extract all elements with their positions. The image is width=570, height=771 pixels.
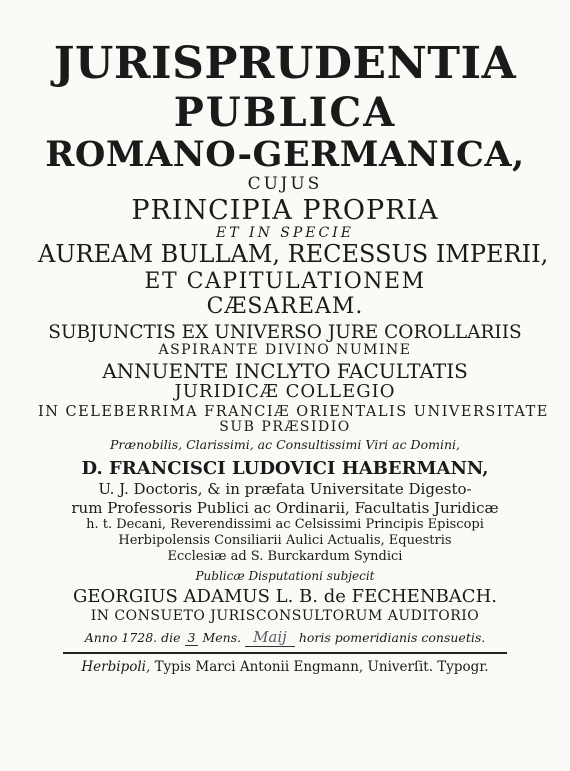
imprint-printer: Typis Marci Antonii Engmann, Univerſit. Typogr.: [154, 658, 489, 675]
title-line-capitulationem: ET CAPITULATIONEM: [144, 269, 426, 295]
title-line-principia-propria: PRINCIPIA PROPRIA: [131, 194, 439, 226]
date-line: [38, 629, 532, 645]
text-line-fechenbach: GEORGIUS ADAMUS L. B. de FECHENBACH.: [73, 585, 497, 607]
text-line-sub-praesidio: SUB PRÆSIDIO: [219, 419, 351, 436]
imprint-divider: [63, 652, 507, 654]
title-line-jurisprudentia: JURISPRUDENTIA: [53, 38, 517, 89]
text-line-subjunctis: SUBJUNCTIS EX UNIVERSO JURE COROLLARIIS: [48, 321, 522, 343]
imprint-place: Herbipoli,: [81, 658, 151, 675]
text-line-disputationi: Publicæ Disputationi subjecit: [195, 568, 375, 583]
date-day: 3: [185, 630, 199, 646]
text-line-annuente: ANNUENTE INCLYTO FACULTATIS: [102, 358, 468, 383]
text-line-juridicae-collegio: JURIDICÆ COLLEGIO: [174, 381, 396, 403]
date-month-handwritten: Maij: [245, 628, 295, 647]
title-line-romano-germanica: ROMANO-GERMANICA,: [45, 133, 525, 175]
text-line-professoris: rum Professoris Publici ac Ordinarii, Facultatis Juridicæ: [71, 498, 499, 517]
imprint-line: [38, 660, 532, 675]
text-line-aspirante: ASPIRANTE DIVINO NUMINE: [158, 341, 412, 358]
text-line-decani: h. t. Decani, Reverendissimi ac Celsissimi Principis Episcopi: [86, 516, 484, 532]
date-mid: Mens.: [202, 630, 242, 646]
date-suffix: horis pomeridianis consuetis.: [298, 630, 486, 646]
text-line-praenobilis: Prænobilis, Clarissimi, ac Consultissimi Viri ac Domini,: [110, 437, 460, 453]
text-line-ecclesiae: Ecclesiæ ad S. Burckardum Syndici: [167, 548, 403, 564]
text-line-habermann: D. FRANCISCI LUDOVICI HABERMANN,: [81, 457, 489, 479]
title-line-aurea-bulla: AUREAM BULLAM, RECESSUS IMPERII,: [38, 240, 549, 269]
title-line-caesaream: CÆSAREAM.: [206, 293, 364, 319]
date-prefix: Anno 1728. die: [84, 630, 181, 646]
text-line-doctoris: U. J. Doctoris, & in præfata Universitate Digesto-: [98, 480, 472, 499]
text-line-herbipolensis: Herbipolensis Consiliarii Aulici Actualis, Equestris: [118, 532, 452, 548]
text-line-universitate: IN CELEBERRIMA FRANCIÆ ORIENTALIS UNIVERSITATE: [38, 403, 549, 420]
title-line-cujus: CUJUS: [247, 173, 323, 194]
title-line-publica: PUBLICA: [173, 88, 397, 136]
text-line-auditorio: IN CONSUETO JURISCONSULTORUM AUDITORIO: [90, 608, 480, 625]
title-line-et-in-specie: ET IN SPECIE: [216, 225, 354, 242]
